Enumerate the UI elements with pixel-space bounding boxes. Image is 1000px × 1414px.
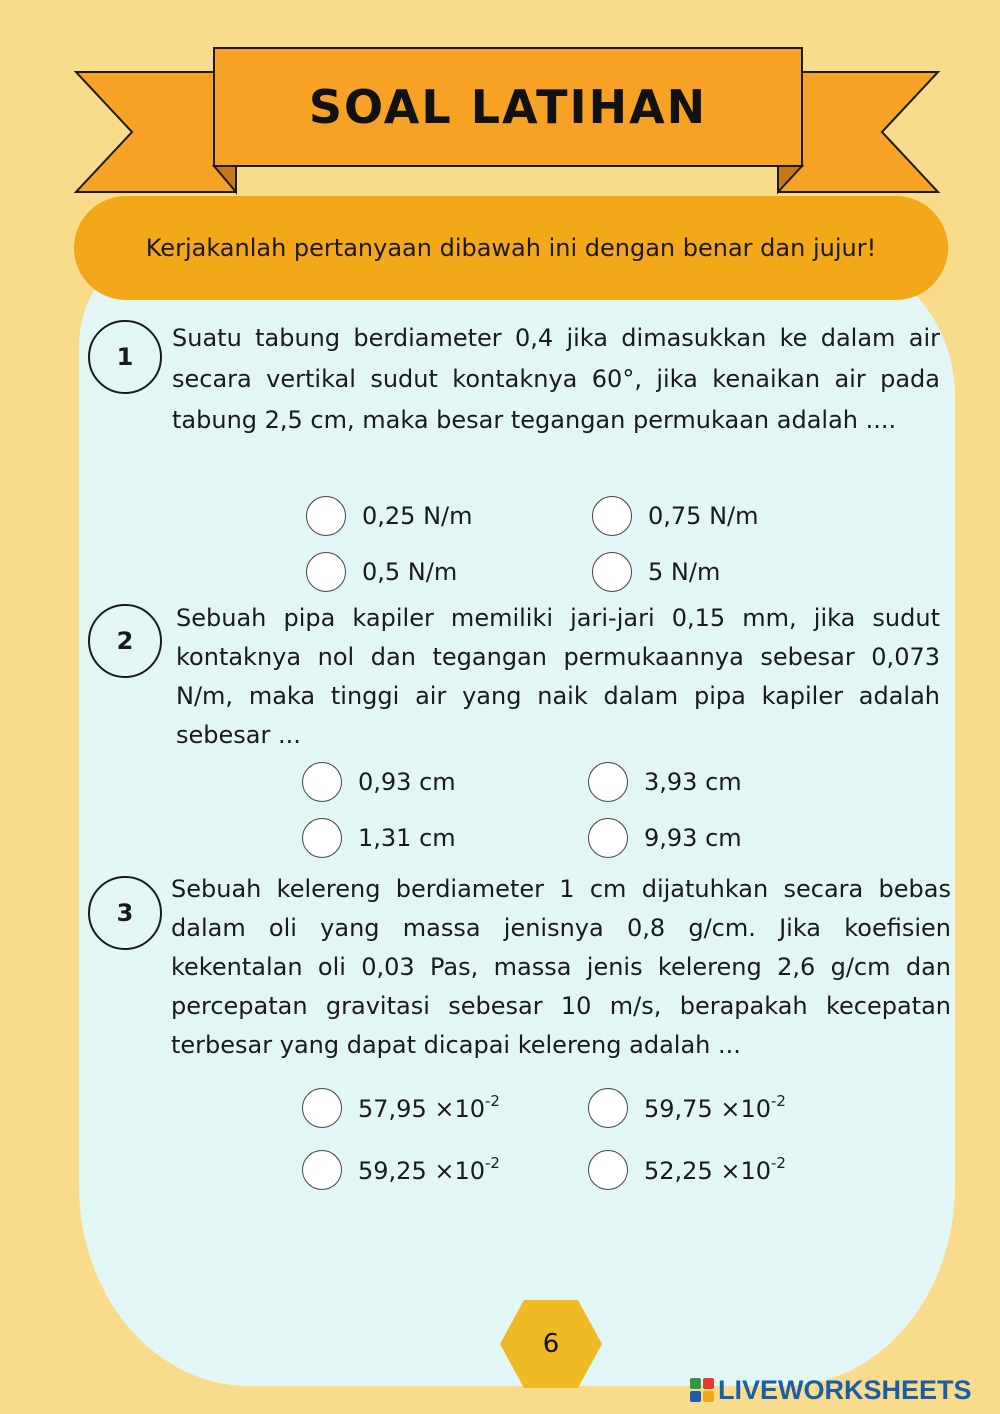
option-1b[interactable] xyxy=(592,496,758,536)
option-1c[interactable] xyxy=(306,552,457,592)
option-label: 5 N/m xyxy=(648,558,721,586)
page-number: 6 xyxy=(542,1329,560,1359)
brand-text: LIVEWORKSHEETS xyxy=(718,1374,972,1405)
option-2b[interactable] xyxy=(588,762,742,802)
option-label: $57,95 \times 10^{-2}$ xyxy=(358,1091,500,1123)
option-label: 0,93 cm xyxy=(358,768,456,796)
instruction-banner: Kerjakanlah pertanyaan dibawah ini dengan benar dan jujur! xyxy=(74,196,948,300)
question-number-1: 1 xyxy=(88,320,162,394)
option-label: 0,5 N/m xyxy=(362,558,458,586)
radio-button[interactable] xyxy=(302,1150,342,1190)
question-number-3: 3 xyxy=(88,876,162,950)
question-text-2: Sebuah pipa kapiler memiliki jari-jari 0,15 mm, jika sudut kontaknya nol dan tegangan permukaannya sebesar 0,073 N/m, maka tinggi air yang naik dalam pipa kapiler adalah sebesar ... xyxy=(176,604,940,749)
option-1a[interactable] xyxy=(306,496,472,536)
option-3d[interactable] xyxy=(588,1150,786,1190)
option-3b[interactable] xyxy=(588,1088,786,1128)
option-3a[interactable] xyxy=(302,1088,500,1128)
option-label: 1,31 cm xyxy=(358,824,456,852)
question-number-2: 2 xyxy=(88,604,162,678)
radio-button[interactable] xyxy=(302,762,342,802)
radio-button[interactable] xyxy=(592,496,632,536)
radio-button[interactable] xyxy=(302,1088,342,1128)
option-label: $59,25 \times 10^{-2}$ xyxy=(358,1153,500,1185)
question-text-1: Suatu tabung berdiameter 0,4 jika dimasukkan ke dalam air secara vertikal sudut kontaknya 60°, jika kenaikan air pada tabung 2,5 cm, maka besar tegangan permukaan adalah .... xyxy=(172,324,940,434)
brand-watermark xyxy=(690,1372,990,1408)
radio-button[interactable] xyxy=(302,818,342,858)
radio-button[interactable] xyxy=(588,762,628,802)
option-label: $52,25 \times 10^{-2}$ xyxy=(644,1153,786,1185)
option-2c[interactable] xyxy=(302,818,456,858)
radio-button[interactable] xyxy=(592,552,632,592)
radio-button[interactable] xyxy=(306,552,346,592)
option-3c[interactable] xyxy=(302,1150,500,1190)
option-1d[interactable] xyxy=(592,552,720,592)
radio-button[interactable] xyxy=(306,496,346,536)
brand-logo-icon xyxy=(690,1378,714,1402)
option-label: 9,93 cm xyxy=(644,824,742,852)
option-label: 3,93 cm xyxy=(644,768,742,796)
radio-button[interactable] xyxy=(588,1150,628,1190)
question-text-3: Sebuah kelereng berdiameter 1 cm dijatuhkan secara bebas dalam oli yang massa jenisnya 0,8 g/cm. Jika koefisien kekentalan oli 0,03 Pas, massa jenis kelereng 2,6 g/cm dan percepatan gravitasi sebesar 10 m/s, berapakah kecepatan terbesar yang dapat dicapai kelereng adalah ... xyxy=(171,875,951,1059)
option-label: $59,75 \times 10^{-2}$ xyxy=(644,1091,786,1123)
page-title: SOAL LATIHAN xyxy=(308,80,708,134)
option-label: 0,25 N/m xyxy=(362,502,473,530)
option-2d[interactable] xyxy=(588,818,742,858)
radio-button[interactable] xyxy=(588,1088,628,1128)
option-label: 0,75 N/m xyxy=(648,502,759,530)
radio-button[interactable] xyxy=(588,818,628,858)
option-2a[interactable] xyxy=(302,762,456,802)
